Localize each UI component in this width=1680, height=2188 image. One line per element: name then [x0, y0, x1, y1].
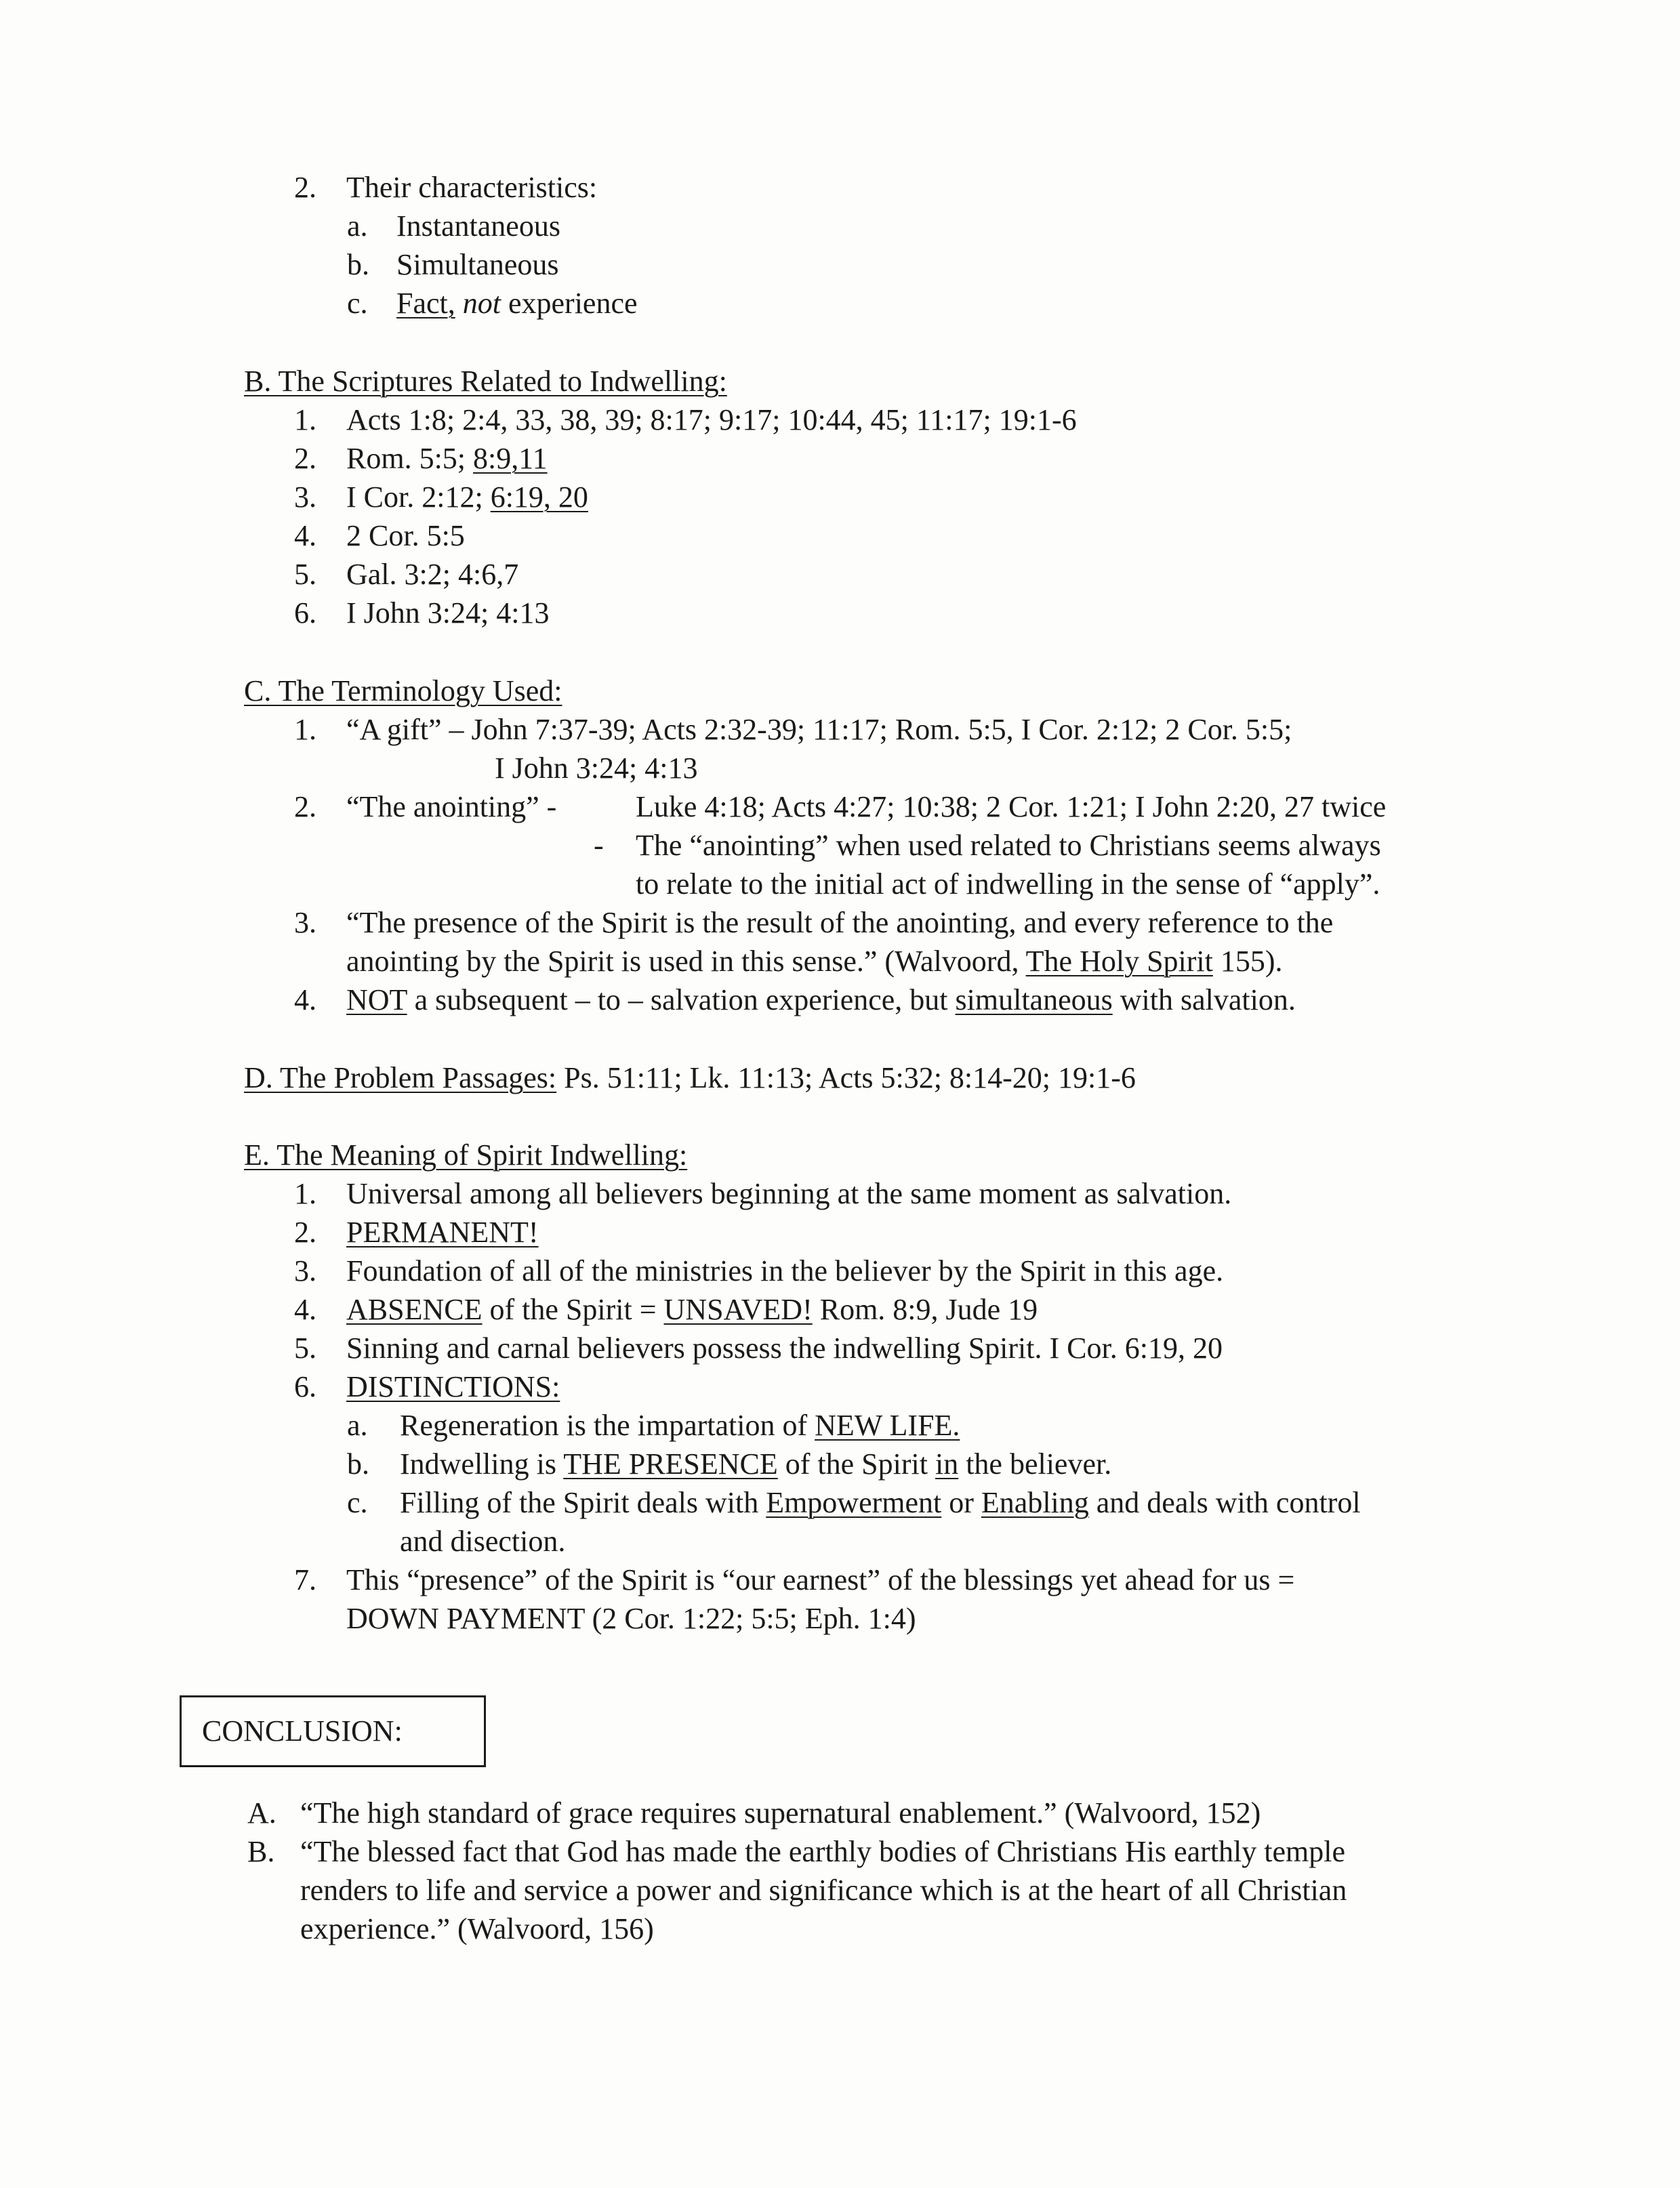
list-item-text	[346, 440, 548, 478]
section-heading: E. The Meaning of Spirit Indwelling:	[244, 1138, 688, 1172]
book-title: The Holy Spirit	[1025, 945, 1213, 978]
list-number: 7.	[294, 1563, 316, 1596]
list-item-text: I John 3:24; 4:13	[346, 596, 550, 629]
list-item-text	[346, 478, 588, 516]
underlined-text: in	[935, 1447, 959, 1481]
list-item-text: “The presence of the Spirit is the result of the anointing, and every reference to the	[346, 906, 1334, 939]
list-item-text: 2 Cor. 5:5	[346, 519, 465, 552]
conclusion-box	[180, 1695, 486, 1767]
conclusion-label: CONCLUSION:	[202, 1714, 403, 1748]
list-number: 1.	[294, 403, 316, 436]
list-item-text-cont	[346, 943, 1283, 981]
list-item-text: Gal. 3:2; 4:6,7	[346, 558, 519, 591]
list-item-text	[346, 1291, 1038, 1329]
list-letter: b.	[347, 248, 369, 281]
list-letter: c.	[347, 1486, 368, 1519]
section-heading-line	[244, 1059, 1136, 1097]
list-item-text-cont: DOWN PAYMENT (2 Cor. 1:22; 5:5; Eph. 1:4)	[346, 1602, 916, 1635]
list-number: 1.	[294, 713, 316, 746]
list-item-text: Their characteristics:	[346, 171, 598, 204]
list-item-text	[400, 1484, 1361, 1522]
list-item-text: Acts 1:8; 2:4, 33, 38, 39; 8:17; 9:17; 10:44, 45; 11:17; 19:1-6	[346, 403, 1077, 436]
list-number: 4.	[294, 1293, 316, 1326]
section-heading: C. The Terminology Used:	[244, 674, 562, 707]
plain-text: of the Spirit =	[482, 1293, 664, 1326]
underlined-text: NOT	[346, 983, 407, 1016]
italic-text: not	[462, 287, 501, 320]
list-item-text	[400, 1445, 1111, 1483]
underlined-text: 6:19, 20	[490, 480, 588, 514]
plain-text: or	[941, 1486, 981, 1519]
plain-text: Ps. 51:11; Lk. 11:13; Acts 5:32; 8:14-20; 19:1-6	[556, 1061, 1136, 1094]
quote-text-cont: renders to life and service a power and significance which is at the heart of all Christian	[300, 1874, 1347, 1907]
underlined-text: Fact,	[396, 287, 455, 320]
list-item-text: PERMANENT!	[346, 1216, 539, 1249]
plain-text: experience	[508, 287, 638, 320]
dash-marker: -	[594, 829, 604, 862]
list-item-text: Instantaneous	[396, 209, 560, 243]
list-number: 4.	[294, 983, 316, 1016]
plain-text: I Cor. 2:12;	[346, 480, 491, 514]
plain-text: anointing by the Spirit is used in this sense.” (Walvoord,	[346, 945, 1026, 978]
quote-text-cont: experience.” (Walvoord, 156)	[300, 1912, 654, 1945]
list-item-text: Foundation of all of the ministries in the believer by the Spirit in this age.	[346, 1254, 1224, 1287]
plain-text: with salvation.	[1112, 983, 1296, 1016]
list-letter: a.	[347, 1409, 368, 1442]
list-number: 2.	[294, 1216, 316, 1249]
list-number: 1.	[294, 1177, 316, 1210]
plain-text: Regeneration is the impartation of	[400, 1409, 815, 1442]
list-number: 6.	[294, 596, 316, 629]
list-item-text: Luke 4:18; Acts 4:27; 10:38; 2 Cor. 1:21; I John 2:20, 27 twice	[636, 790, 1387, 823]
list-letter: a.	[347, 209, 368, 243]
underlined-text: simultaneous	[955, 983, 1113, 1016]
list-number: 2.	[294, 790, 316, 823]
list-number: 3.	[294, 1254, 316, 1287]
list-letter: B.	[247, 1835, 275, 1868]
list-item-text: Sinning and carnal believers possess the indwelling Spirit. I Cor. 6:19, 20	[346, 1332, 1223, 1365]
plain-text: 155).	[1212, 945, 1283, 978]
plain-text: and deals with control	[1088, 1486, 1361, 1519]
plain-text: Indwelling is	[400, 1447, 564, 1481]
list-item-text: The “anointing” when used related to Christians seems always	[636, 829, 1381, 862]
list-item-text	[346, 981, 1296, 1019]
list-number: 2.	[294, 442, 316, 475]
underlined-text: ABSENCE	[346, 1293, 483, 1326]
underlined-text: Empowerment	[766, 1486, 942, 1519]
list-letter: A.	[247, 1796, 276, 1830]
list-number: 3.	[294, 480, 316, 514]
list-item-text	[400, 1407, 960, 1445]
quote-text: “The high standard of grace requires supernatural enablement.” (Walvoord, 152)	[300, 1796, 1261, 1830]
section-heading: B. The Scriptures Related to Indwelling:	[244, 365, 727, 398]
plain-text: Filling of the Spirit deals with	[400, 1486, 766, 1519]
list-item-text	[396, 285, 638, 323]
list-number: 5.	[294, 558, 316, 591]
list-number: 6.	[294, 1370, 316, 1403]
underlined-text: UNSAVED!	[663, 1293, 813, 1326]
list-item-text-cont: to relate to the initial act of indwelling in the sense of “apply”.	[636, 867, 1380, 901]
underlined-text: 8:9,11	[473, 442, 548, 475]
plain-text: of the Spirit	[777, 1447, 935, 1481]
quote-text: “The blessed fact that God has made the earthly bodies of Christians His earthly temple	[300, 1835, 1345, 1868]
list-item-text: “A gift” – John 7:37-39; Acts 2:32-39; 11:17; Rom. 5:5, I Cor. 2:12; 2 Cor. 5:5;	[346, 713, 1292, 746]
list-letter: b.	[347, 1447, 369, 1481]
list-letter: c.	[347, 287, 368, 320]
plain-text: Rom. 8:9, Jude 19	[812, 1293, 1038, 1326]
plain-text: a subsequent – to – salvation experience, but	[407, 983, 956, 1016]
list-item-text: Simultaneous	[396, 248, 559, 281]
plain-text: Rom. 5:5;	[346, 442, 474, 475]
list-item-text: DISTINCTIONS:	[346, 1370, 560, 1403]
plain-text: the believer.	[958, 1447, 1112, 1481]
list-item-text-cont: I John 3:24; 4:13	[495, 751, 698, 785]
list-number: 3.	[294, 906, 316, 939]
term-label: “The anointing” -	[346, 790, 557, 823]
list-item-text-cont: and disection.	[400, 1525, 566, 1558]
list-item-text: This “presence” of the Spirit is “our earnest” of the blessings yet ahead for us =	[346, 1563, 1295, 1596]
list-item-text: Universal among all believers beginning at the same moment as salvation.	[346, 1177, 1232, 1210]
list-number: 5.	[294, 1332, 316, 1365]
underlined-text: THE PRESENCE	[563, 1447, 778, 1481]
list-number: 4.	[294, 519, 316, 552]
underlined-text: NEW LIFE.	[815, 1409, 960, 1442]
underlined-text: Enabling	[981, 1486, 1089, 1519]
section-heading: D. The Problem Passages:	[244, 1061, 557, 1094]
list-number: 2.	[294, 171, 316, 204]
